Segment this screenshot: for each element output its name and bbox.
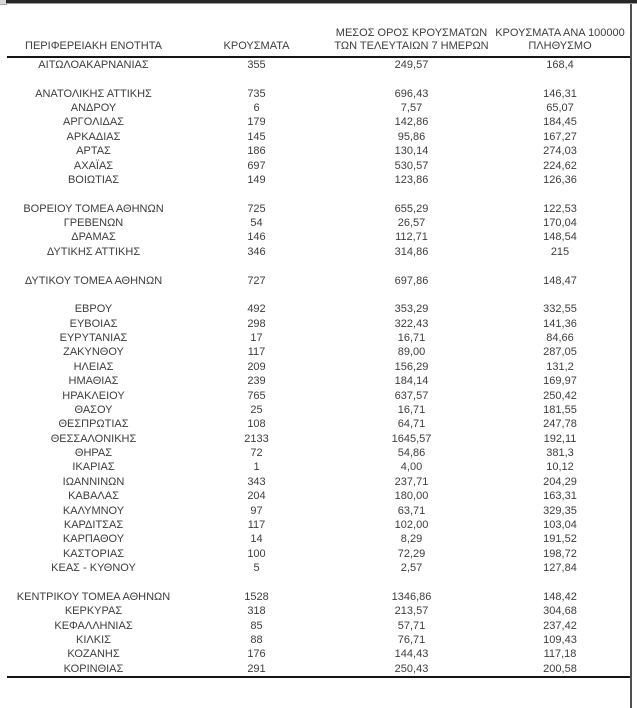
avg7-cell: 16,71: [397, 332, 426, 345]
region-cell: ΚΑΡΠΑΘΟΥ: [62, 533, 125, 546]
region-cell: ΒΟΡΕΙΟΥ ΤΟΜΕΑ ΑΘΗΝΩΝ: [23, 202, 164, 215]
cases-cell: [180, 259, 333, 273]
per100k-cell: 103,04: [543, 518, 577, 531]
avg7-cell: 89,00: [397, 346, 426, 359]
avg7-cell: 697,86: [394, 274, 429, 287]
region-cell: [7, 259, 180, 273]
per100k-cell: 215: [550, 245, 570, 258]
per100k-cell: 131,2: [546, 360, 574, 373]
per100k-cell: 148,54: [543, 231, 577, 244]
header-avg7-line2: ΤΩΝ ΤΕΛΕΥΤΑΙΩΝ 7 ΗΜΕΡΩΝ: [334, 40, 489, 52]
region-cell: ΓΡΕΒΕΝΩΝ: [63, 217, 124, 230]
table-row: [7, 115, 630, 129]
header-per100k-line2: ΠΛΗΘΥΣΜΟ: [528, 40, 592, 52]
avg7-cell: 26,57: [397, 217, 426, 230]
region-cell: [7, 575, 180, 589]
per100k-cell: 224,62: [543, 159, 577, 172]
region-cell: ΑΝΑΤΟΛΙΚΗΣ ΑΤΤΙΚΗΣ: [35, 87, 152, 100]
cases-cell: 117: [247, 518, 266, 531]
per100k-cell: 84,66: [546, 332, 574, 345]
header-avg7: [333, 0, 490, 57]
table-row: [7, 446, 630, 460]
cases-cell: 239: [247, 375, 266, 388]
cases-cell: 186: [247, 145, 266, 158]
avg7-cell: 322,43: [394, 317, 429, 330]
per100k-cell: [490, 575, 630, 589]
header-per100k: [490, 0, 630, 57]
table-row: [7, 504, 630, 518]
region-cell: ΕΒΡΟΥ: [74, 303, 113, 316]
avg7-cell: 696,43: [394, 87, 429, 100]
cases-cell: 17: [250, 332, 263, 345]
per100k-cell: [490, 288, 630, 302]
header-avg7-line1: ΜΕΣΟΣ ΟΡΟΣ ΚΡΟΥΣΜΑΤΩΝ: [335, 27, 488, 39]
region-cell: ΗΜΑΘΙΑΣ: [68, 375, 119, 388]
cases-cell: 291: [247, 662, 266, 675]
cases-cell: 146: [247, 231, 266, 244]
region-cell: ΑΡΚΑΔΙΑΣ: [66, 130, 121, 143]
region-cell: ΚΑΣΤΟΡΙΑΣ: [62, 547, 125, 560]
per100k-cell: 169,97: [543, 375, 577, 388]
per100k-cell: [490, 259, 630, 273]
header-region: [7, 0, 180, 57]
cases-cell: 5: [253, 562, 260, 575]
cases-cell: 100: [247, 547, 266, 560]
cases-cell: 492: [247, 303, 266, 316]
avg7-cell: 123,86: [394, 173, 429, 186]
per100k-cell: 146,31: [543, 87, 577, 100]
per100k-cell: 381,3: [546, 447, 574, 460]
table-row: [7, 575, 630, 589]
cases-cell: 176: [247, 648, 266, 661]
table-row: [7, 604, 630, 618]
table-row: [7, 532, 630, 546]
avg7-cell: 8,29: [400, 533, 423, 546]
avg7-cell: 353,29: [394, 303, 429, 316]
region-cell: ΚΕΝΤΡΙΚΟΥ ΤΟΜΕΑ ΑΘΗΝΩΝ: [16, 590, 171, 603]
region-cell: ΘΑΣΟΥ: [74, 403, 113, 416]
avg7-cell: 63,71: [397, 504, 426, 517]
per100k-cell: 198,72: [543, 547, 577, 560]
avg7-cell: 237,71: [394, 475, 429, 488]
cases-cell: 149: [247, 173, 266, 186]
per100k-cell: 109,43: [543, 633, 577, 646]
avg7-cell: [333, 259, 490, 273]
avg7-cell: 2,57: [400, 562, 423, 575]
per100k-cell: 250,42: [543, 389, 577, 402]
table-row: [7, 619, 630, 633]
region-cell: ΚΟΡΙΝΘΙΑΣ: [63, 662, 124, 675]
avg7-cell: 213,57: [394, 605, 429, 618]
per100k-cell: 170,04: [543, 217, 577, 230]
avg7-cell: 54,86: [397, 447, 426, 460]
region-cell: ΚΙΛΚΙΣ: [76, 633, 111, 646]
region-cell: ΚΕΦΑΛΛΗΝΙΑΣ: [54, 619, 133, 632]
cases-cell: [180, 288, 333, 302]
per100k-cell: 163,31: [543, 490, 577, 503]
cases-cell: 298: [247, 317, 266, 330]
region-cell: ΑΡΤΑΣ: [76, 145, 111, 158]
per100k-cell: 127,84: [543, 562, 577, 575]
region-cell: ΘΕΣΣΑΛΟΝΙΚΗΣ: [50, 432, 137, 445]
table-row: [7, 360, 630, 374]
avg7-cell: 1645,57: [391, 432, 432, 445]
per100k-cell: 287,05: [543, 346, 577, 359]
per100k-cell: 191,52: [543, 533, 577, 546]
avg7-cell: 655,29: [394, 202, 429, 215]
region-cell: ΙΩΑΝΝΙΝΩΝ: [62, 475, 125, 488]
avg7-cell: [333, 575, 490, 589]
per100k-cell: 332,55: [543, 303, 577, 316]
avg7-cell: 184,14: [394, 375, 429, 388]
region-cell: ΘΗΡΑΣ: [74, 447, 113, 460]
table-row: [7, 590, 630, 604]
per100k-cell: 117,18: [543, 648, 577, 661]
avg7-cell: 142,86: [394, 116, 429, 129]
header-cases: [180, 0, 333, 57]
table-row: [7, 633, 630, 647]
per100k-cell: 204,29: [543, 475, 577, 488]
cases-cell: 765: [247, 389, 266, 402]
avg7-cell: 156,29: [394, 360, 429, 373]
avg7-cell: 102,00: [394, 518, 429, 531]
region-cell: ΘΕΣΠΡΩΤΙΑΣ: [58, 418, 129, 431]
avg7-cell: 249,57: [394, 59, 429, 71]
per100k-cell: 329,35: [543, 504, 577, 517]
per100k-cell: 168,4: [546, 59, 574, 71]
avg7-cell: 64,71: [397, 418, 426, 431]
region-cell: ΚΑΒΑΛΑΣ: [68, 490, 119, 503]
table-row: [7, 87, 630, 101]
avg7-cell: 7,57: [400, 102, 423, 115]
region-cell: ΗΛΕΙΑΣ: [73, 360, 114, 373]
table-row: [7, 101, 630, 115]
table-row: [7, 302, 630, 316]
cases-cell: 1: [253, 461, 260, 474]
per100k-cell: 148,47: [543, 274, 577, 287]
cases-cell: 85: [250, 619, 263, 632]
region-cell: ΗΡΑΚΛΕΙΟΥ: [62, 389, 125, 402]
table-row: [7, 317, 630, 331]
region-cell: ΕΥΒΟΙΑΣ: [69, 317, 118, 330]
table-row: [7, 432, 630, 446]
region-cell: ΕΥΡΥΤΑΝΙΑΣ: [59, 332, 128, 345]
avg7-cell: 130,14: [394, 145, 429, 158]
avg7-cell: 530,57: [394, 159, 429, 172]
avg7-cell: [333, 72, 490, 86]
cases-cell: 97: [250, 504, 263, 517]
per100k-cell: 65,07: [546, 102, 574, 115]
table-row: [7, 216, 630, 230]
page-right-border: [630, 4, 632, 708]
table-row: [7, 245, 630, 259]
region-cell: ΑΡΓΟΛΙΔΑΣ: [63, 116, 124, 129]
cases-cell: 2133: [244, 432, 269, 445]
cases-cell: 145: [247, 130, 266, 143]
table-row: [7, 417, 630, 431]
avg7-cell: 76,71: [397, 633, 426, 646]
avg7-cell: 16,71: [397, 403, 426, 416]
cases-cell: [180, 187, 333, 201]
region-cell: ΚΑΛΥΜΝΟΥ: [62, 504, 125, 517]
table-row: [7, 489, 630, 503]
per100k-cell: 192,11: [543, 432, 577, 445]
table-row: [7, 159, 630, 173]
table-row: [7, 230, 630, 244]
region-cell: ΔΥΤΙΚΟΥ ΤΟΜΕΑ ΑΘΗΝΩΝ: [24, 274, 163, 287]
avg7-cell: 314,86: [394, 245, 429, 258]
per100k-cell: 122,53: [543, 202, 577, 215]
region-cell: ΑΧΑΪΑΣ: [73, 159, 114, 172]
table-row: [7, 561, 630, 575]
avg7-cell: 1346,86: [391, 590, 432, 603]
table-row: [7, 345, 630, 359]
cases-cell: 697: [247, 159, 266, 172]
table-body: [7, 57, 630, 677]
table-row: [7, 518, 630, 532]
avg7-cell: 112,71: [395, 231, 428, 244]
avg7-cell: 637,57: [394, 389, 429, 402]
cases-cell: 346: [247, 245, 266, 258]
cases-cell: 14: [250, 533, 263, 546]
table-row: [7, 662, 630, 677]
per100k-cell: [490, 72, 630, 86]
cases-cell: 1528: [244, 590, 269, 603]
region-cell: ΚΕΡΚΥΡΑΣ: [64, 605, 123, 618]
avg7-cell: 95,86: [397, 130, 426, 143]
per100k-cell: 200,58: [543, 662, 577, 675]
table-row: [7, 173, 630, 187]
header-per100k-line1: ΚΡΟΥΣΜΑΤΑ ΑΝΑ 100000: [495, 27, 625, 39]
region-cell: ΙΚΑΡΙΑΣ: [72, 461, 115, 474]
table-row: [7, 374, 630, 388]
table-row: [7, 547, 630, 561]
per100k-cell: 247,78: [543, 418, 577, 431]
region-cell: ΖΑΚΥΝΘΟΥ: [63, 346, 124, 359]
cases-cell: 735: [247, 87, 266, 100]
table-row: [7, 331, 630, 345]
table-row: [7, 130, 630, 144]
region-cell: ΒΟΙΩΤΙΑΣ: [67, 173, 120, 186]
cases-cell: 204: [247, 490, 266, 503]
table-row: [7, 647, 630, 661]
avg7-cell: 72,29: [397, 547, 426, 560]
cases-cell: 355: [247, 59, 266, 71]
region-cell: [7, 187, 180, 201]
per100k-cell: 126,36: [543, 173, 577, 186]
cases-cell: 108: [247, 418, 266, 431]
region-cell: [7, 72, 180, 86]
region-cell: ΚΕΑΣ - ΚΥΘΝΟΥ: [51, 562, 136, 575]
table-header-row: [7, 0, 630, 57]
region-cell: ΑΝΔΡΟΥ: [70, 102, 117, 115]
region-cell: ΚΟΖΑΝΗΣ: [67, 648, 120, 661]
header-cases-label: ΚΡΟΥΣΜΑΤΑ: [223, 40, 290, 52]
per100k-cell: 10,12: [546, 461, 574, 474]
cases-cell: [180, 72, 333, 86]
cases-cell: 117: [247, 346, 266, 359]
per100k-cell: 274,03: [543, 145, 577, 158]
table-row: [7, 288, 630, 302]
per100k-cell: 184,45: [543, 116, 577, 129]
region-cell: ΔΡΑΜΑΣ: [71, 231, 116, 244]
per100k-cell: 148,42: [543, 590, 577, 603]
cases-cell: 727: [247, 274, 266, 287]
per100k-cell: 181,55: [543, 403, 577, 416]
cases-cell: 179: [247, 116, 266, 129]
region-cell: [7, 288, 180, 302]
cases-cell: 54: [250, 217, 263, 230]
region-cell: ΔΥΤΙΚΗΣ ΑΤΤΙΚΗΣ: [46, 245, 141, 258]
header-region-label: ΠΕΡΙΦΕΡΕΙΑΚΗ ΕΝΟΤΗΤΑ: [25, 40, 162, 52]
cases-cell: 25: [250, 403, 263, 416]
table-row: [7, 259, 630, 273]
cases-cell: 209: [247, 360, 266, 373]
cases-cell: 6: [253, 102, 260, 115]
avg7-cell: [333, 288, 490, 302]
table-row: [7, 57, 630, 72]
table-row: [7, 144, 630, 158]
cases-cell: 88: [250, 633, 263, 646]
table-row: [7, 187, 630, 201]
table-row: [7, 475, 630, 489]
cases-cell: 725: [247, 202, 266, 215]
table-row: [7, 389, 630, 403]
avg7-cell: 250,43: [394, 662, 429, 675]
table-row: [7, 460, 630, 474]
avg7-cell: 4,00: [400, 461, 423, 474]
table-row: [7, 202, 630, 216]
cases-cell: 343: [247, 475, 266, 488]
table-row: [7, 72, 630, 86]
avg7-cell: 144,43: [394, 648, 429, 661]
avg7-cell: 180,00: [394, 490, 429, 503]
per100k-cell: [490, 187, 630, 201]
cases-cell: 318: [247, 605, 266, 618]
per100k-cell: 237,42: [543, 619, 577, 632]
avg7-cell: 57,71: [397, 619, 426, 632]
table-row: [7, 274, 630, 288]
table-row: [7, 403, 630, 417]
region-cell: ΑΙΤΩΛΟΑΚΑΡΝΑΝΙΑΣ: [38, 59, 149, 71]
per100k-cell: 141,36: [543, 317, 577, 330]
cases-cell: [180, 575, 333, 589]
cases-cell: 72: [250, 447, 263, 460]
cases-by-regional-unit-table: [7, 0, 630, 678]
avg7-cell: [333, 187, 490, 201]
per100k-cell: 167,27: [543, 130, 577, 143]
region-cell: ΚΑΡΔΙΤΣΑΣ: [63, 518, 124, 531]
per100k-cell: 304,68: [543, 605, 577, 618]
